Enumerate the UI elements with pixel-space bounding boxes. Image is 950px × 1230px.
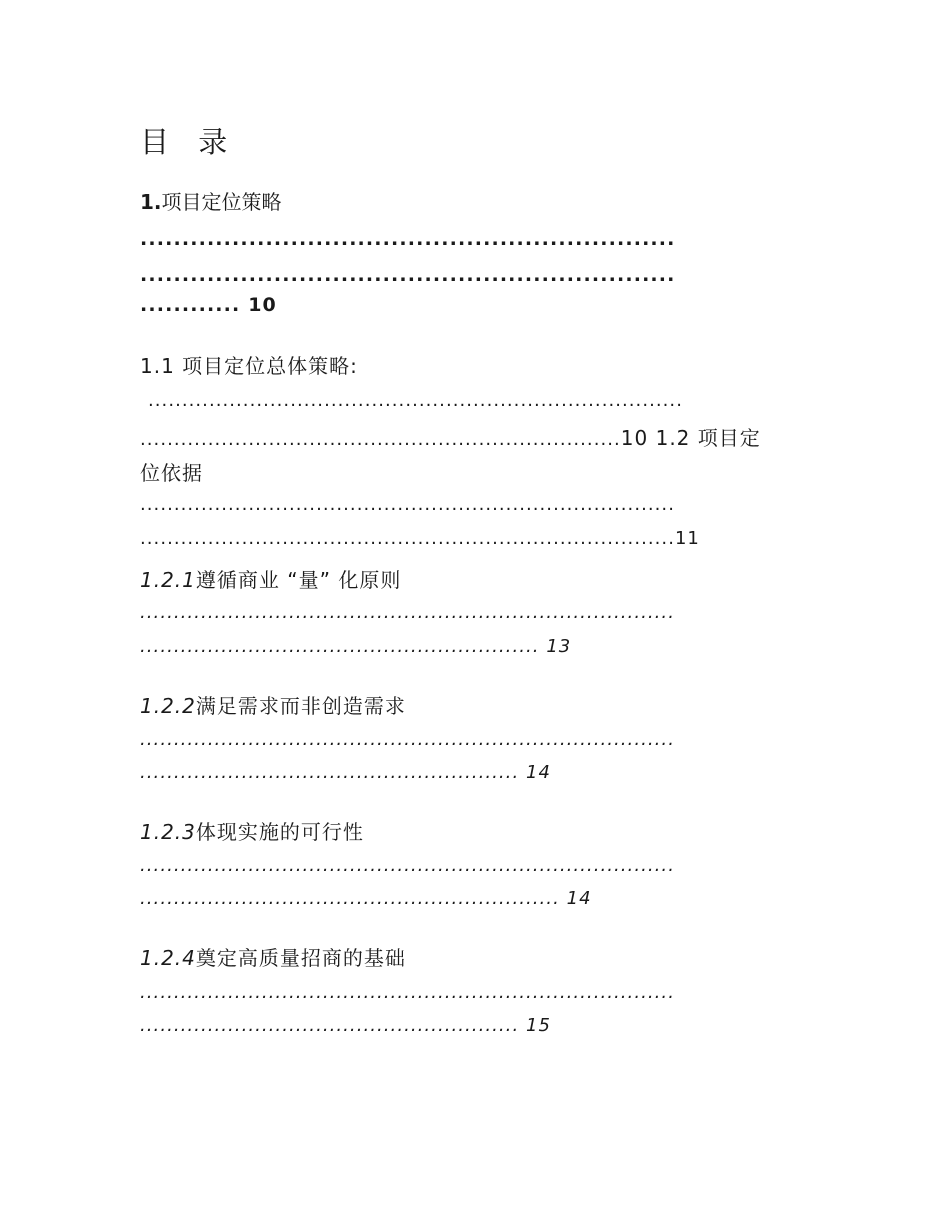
toc-entry-1-2-page-line xyxy=(140,528,805,549)
toc-leader-dots: ............................................................................... xyxy=(148,390,683,411)
toc-leader-dots: ............................................................................... xyxy=(140,982,675,1003)
toc-entry-1-1-page-line xyxy=(140,422,810,451)
toc-entry-number: 1.2.4 xyxy=(140,946,196,970)
toc-page-number: 11 xyxy=(674,528,700,549)
toc-entry-1-2-3[interactable] xyxy=(140,816,364,845)
toc-leader-dots: ............................................................................... xyxy=(140,855,675,876)
toc-entry-text: 满足需求而非创造需求 xyxy=(195,694,406,718)
toc-entry-1-2-3-page-line xyxy=(140,888,805,909)
toc-page-number: 13 xyxy=(546,636,572,657)
toc-entry-1-1[interactable]: 1.1 项目定位总体策略: xyxy=(140,354,358,378)
toc-leader-dots: ............................................................................... xyxy=(140,528,675,549)
toc-entry-text: 奠定高质量招商的基础 xyxy=(195,946,406,970)
toc-entry-number: 1.2.2 xyxy=(140,694,196,718)
toc-page-number: 14 xyxy=(526,762,551,783)
toc-entry-1-2-4-page-line xyxy=(140,1015,805,1036)
toc-entry-number: 1.2.1 xyxy=(140,568,196,592)
toc-page-number: 10 xyxy=(248,294,277,316)
toc-entry-1-2-1-page-line xyxy=(140,636,805,657)
toc-entry-1[interactable] xyxy=(140,186,282,215)
toc-leader-dots: ........................................................ xyxy=(140,1015,520,1036)
toc-leader-dots: ............................................................................... xyxy=(140,729,675,750)
toc-leader-dots: ............................................................................... xyxy=(140,494,675,515)
toc-page-number: 15 xyxy=(526,1015,551,1036)
toc-entry-1-2-4[interactable] xyxy=(140,942,406,971)
toc-entry-1-number: 1. xyxy=(140,190,162,214)
toc-leader-dots: ................................................................ xyxy=(140,264,676,286)
toc-entry-1-page-line xyxy=(140,294,810,316)
toc-leader-dots: ....................................................................... xyxy=(140,429,621,450)
toc-entry-1-2-2-page-line xyxy=(140,762,805,783)
toc-leader-dots: .............................................................. xyxy=(140,888,560,909)
toc-entry-text: 体现实施的可行性 xyxy=(195,820,364,844)
toc-leader-dots: ............ xyxy=(140,294,241,316)
toc-entry-1-2-2[interactable] xyxy=(140,690,406,719)
toc-leader-dots: ................................................................ xyxy=(140,228,676,250)
toc-entry-number: 1.2.3 xyxy=(140,820,196,844)
toc-entry-1-text: 项目定位策略 xyxy=(161,190,282,214)
toc-entry-text: 遵循商业 “量” 化原则 xyxy=(195,568,402,592)
toc-leader-dots: ........................................................... xyxy=(140,636,540,657)
toc-leader-dots: ........................................................ xyxy=(140,762,520,783)
toc-entry-1-2-continuation[interactable]: 位依据 xyxy=(140,461,203,485)
toc-leader-dots: ............................................................................... xyxy=(140,602,675,623)
toc-entry-1-2-start[interactable]: 10 1.2 项目定 xyxy=(620,426,761,450)
toc-title: 目 录 xyxy=(140,125,238,159)
toc-page-number: 14 xyxy=(566,888,592,909)
toc-entry-1-2-1[interactable] xyxy=(140,564,401,593)
